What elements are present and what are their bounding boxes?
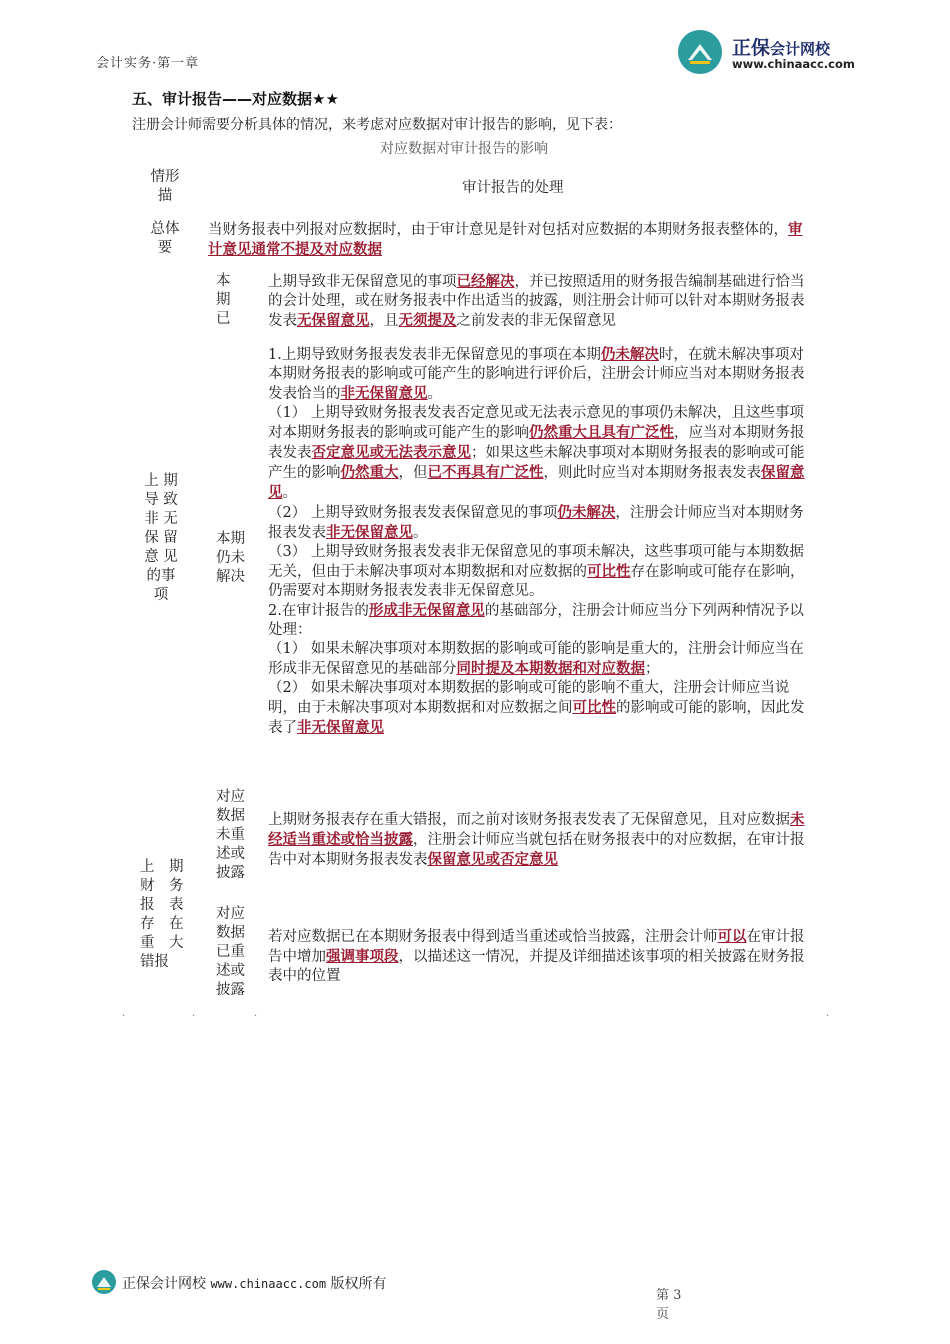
page-number: 第 3 页 [656, 1288, 682, 1322]
unresolved-para-1-3: （3） 上期导致财务报表发表非无保留意见的事项未解决，这些事项可能与本期数据无关，但由于未解决事项对本期数据和对应数据的可比性存在影响或可能存在影响，仍需要对本期财务报表发表非无保留意见。 [268, 544, 805, 599]
logo-url: www.chinaacc.com [732, 57, 855, 71]
running-header: 会计实务·第一章 [96, 56, 200, 71]
resolved-label: 本 期 已 [216, 273, 231, 327]
footer-logo-icon [92, 1270, 116, 1294]
logo-book-icon [678, 30, 722, 74]
chinaacc-logo [678, 30, 878, 78]
unresolved-para-2-2: （2） 如果未解决事项对本期数据的影响或可能的影响不重大，注册会计师应当说明，由于未解决事项对本期数据和对应数据之间可比性的影响或可能的影响，因此发表了非无保留意见 [268, 680, 805, 736]
logo-title: 正保会计网校 [732, 37, 831, 59]
resolved-text: 上期导致非无保留意见的事项已经解决，并已按照适用的财务报告编制基础进行恰当的会计处理，或在财务报表中作出适当的披露，则注册会计师可以针对本期财务报表发表无保留意见，且无须提及之前发表的非无保留意见 [268, 273, 805, 329]
not-restated-text: 上期财务报表存在重大错报，而之前对该财务报表发表了无保留意见，且对应数据未经适当重述或恰当披露，注册会计师应当就包括在财务报表中的对应数据，在审计报告中对本期财务报表发表保留意见或否定意见 [268, 811, 805, 868]
restated-text: 若对应数据已在本期财务报表中得到适当重述或恰当披露，注册会计师可以在审计报告中增加强调事项段，以描述这一情况，并提及详细描述该事项的相关披露在财务报表中的位置 [268, 928, 805, 984]
header-situation: 情形 描 [150, 169, 180, 204]
not-restated-label: 对应 数据 未重 述或 披露 [216, 789, 245, 881]
restated-label: 对应 数据 已重 述或 披露 [216, 906, 245, 998]
section-title: 五、审计报告——对应数据★★ [132, 90, 339, 108]
unresolved-text [268, 345, 815, 738]
intro-paragraph: 注册会计师需要分析具体的情况，来考虑对应数据对审计报告的影响，见下表： [132, 117, 622, 133]
table-corner-mark: . [122, 1008, 126, 1019]
table-corner-mark: . [192, 1008, 196, 1019]
unresolved-para-1-1: （1） 上期导致财务报表发表否定意见或无法表示意见的事项仍未解决，且这些事项对本期财务报表的影响或可能产生的影响仍然重大且具有广泛性，应当对本期财务报表发表否定意见或无法表示意见；如果这些未解决事项对本期财务报表的影响或可能产生的影响仍然重大，但已不再具有广泛性，则此时应当对本期财务报表发表保留意见。 [268, 405, 805, 501]
unresolved-para-1: 1.上期导致财务报表发表非无保留意见的事项在本期仍未解决时，在就未解决事项对本期财务报表的影响或可能产生的影响进行评价后，注册会计师应当对本期财务报表发表恰当的非无保留意见。 [268, 346, 805, 402]
table-corner-mark: . [254, 1008, 258, 1019]
unresolved-para-2: 2.在审计报告的形成非无保留意见的基础部分，注册会计师应当分下列两种情况予以处理： [268, 602, 804, 638]
table-corner-mark: . [826, 1008, 830, 1019]
group-prior-misstatement-label: 上 期 财 务 报 表 存 在 重 大 错报 [140, 859, 184, 970]
header-treatment: 审计报告的处理 [462, 180, 564, 196]
unresolved-para-2-1: （1） 如果未解决事项对本期数据的影响或可能的影响是重大的，注册会计师应当在形成非无保留意见的基础部分同时提及本期数据和对应数据； [268, 641, 804, 677]
unresolved-para-1-2: （2） 上期导致财务报表发表保留意见的事项仍未解决，注册会计师应当对本期财务报表发表非无保留意见。 [268, 504, 804, 541]
group-prior-modified-label: 上 期 导 致 非 无 保 留 意 见 的事 项 [144, 473, 178, 603]
overall-text: 当财务报表中列报对应数据时，由于审计意见是针对包括对应数据的本期财务报表整体的，审计意见通常不提及对应数据 [208, 221, 803, 258]
overall-label: 总体 要 [150, 221, 180, 256]
footer-copyright: 正保会计网校 www.chinaacc.com 版权所有 [122, 1276, 387, 1292]
unresolved-label: 本期 仍未 解决 [216, 531, 245, 585]
table-caption: 对应数据对审计报告的影响 [380, 141, 548, 157]
